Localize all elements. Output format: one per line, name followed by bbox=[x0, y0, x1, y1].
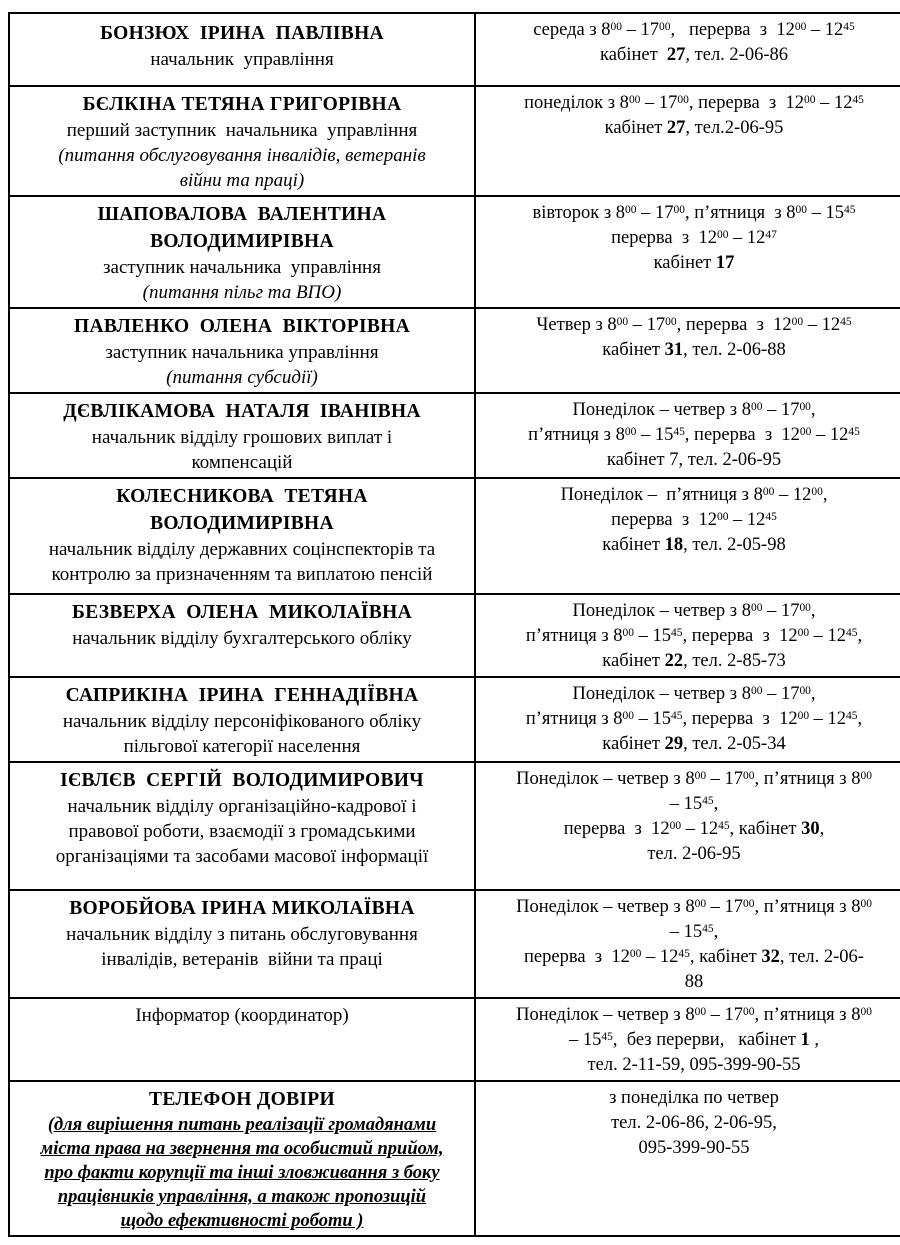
table-row bbox=[9, 13, 900, 86]
table-row bbox=[9, 594, 900, 677]
person-name-line: ТЕЛЕФОН ДОВІРИ bbox=[149, 1089, 335, 1110]
person-title-line: начальник відділу з питань обслуговування bbox=[66, 924, 418, 945]
schedule-cell bbox=[475, 594, 900, 677]
schedule-line: кабінет 18, тел. 2-05-98 bbox=[602, 535, 786, 555]
person-cell bbox=[9, 998, 475, 1081]
table-row bbox=[9, 890, 900, 998]
schedule-table-body bbox=[9, 13, 900, 1236]
person-name-line: ІЄВЛЄВ СЕРГІЙ ВОЛОДИМИРОВИЧ bbox=[60, 770, 424, 791]
schedule-line: вівторок з $8^{00} - 17^{00}$, п’ятниця з $8^{00} - 15^{45}$ bbox=[532, 203, 856, 223]
table-row bbox=[9, 1081, 900, 1236]
person-title-line: заступник начальника управління bbox=[105, 342, 379, 363]
table-row bbox=[9, 762, 900, 890]
schedule-line: кабінет 27, тел. 2-06-86 bbox=[599, 45, 789, 65]
schedule-line: Понеділок – четвер з $8^{00} - 17^{00}$, п’ятниця з $8^{00}$ bbox=[516, 769, 872, 789]
schedule-line: – $15^{45}$, bbox=[669, 922, 719, 942]
hotline-note-line: міста права на звернення та особистий прийом, bbox=[40, 1139, 444, 1159]
person-note-line: (питання пільг та ВПО) bbox=[142, 282, 342, 303]
schedule-line: Понеділок – четвер з $8^{00} - 17^{00}$, п’ятниця з $8^{00}$ bbox=[516, 897, 872, 917]
table-row bbox=[9, 677, 900, 762]
person-title-line: інвалідів, ветеранів війни та праці bbox=[101, 949, 383, 970]
person-title-line: начальник відділу персоніфікованого обліку bbox=[62, 711, 422, 732]
schedule-line: Понеділок – четвер з $8^{00} - 17^{00}$, bbox=[572, 601, 816, 621]
schedule-line: п’ятниця з $8^{00} - 15^{45}$, перерва з $12^{00} - 12^{45}$ bbox=[528, 425, 860, 445]
person-note-line: (питання субсидії) bbox=[166, 367, 318, 388]
schedule-line: Понеділок – четвер з $8^{00} - 17^{00}$, bbox=[572, 400, 816, 420]
hotline-note-line: щодо ефективності роботи ) bbox=[120, 1211, 364, 1231]
person-title-line: пільгової категорії населення bbox=[123, 736, 361, 757]
schedule-cell bbox=[475, 13, 900, 86]
schedule-cell bbox=[475, 86, 900, 196]
person-name-line: БЕЗВЕРХА ОЛЕНА МИКОЛАЇВНА bbox=[72, 602, 412, 623]
person-name-line: ВОЛОДИМИРІВНА bbox=[150, 513, 334, 534]
person-cell bbox=[9, 1081, 475, 1236]
schedule-line: середа з $8^{00} - 17^{00}$, перерва з $12^{00} - 12^{45}$ bbox=[533, 20, 855, 40]
schedule-line: перерва з $12^{00} - 12^{45}$, кабінет 32, тел. 2-06- bbox=[524, 947, 864, 967]
schedule-line: кабінет 7, тел. 2-06-95 bbox=[606, 450, 782, 470]
schedule-line: понеділок з $8^{00} - 17^{00}$, перерва з $12^{00} - 12^{45}$ bbox=[524, 93, 864, 113]
table-row bbox=[9, 308, 900, 393]
schedule-line: Понеділок – п’ятниця з $8^{00} - 12^{00}$, bbox=[560, 485, 828, 505]
person-title-line: начальник управління bbox=[150, 48, 334, 70]
schedule-line: п’ятниця з $8^{00} - 15^{45}$, перерва з $12^{00} - 12^{45}$, bbox=[525, 709, 863, 729]
hotline-note-line: (для вирішення питань реалізації громадянами bbox=[47, 1115, 437, 1135]
reception-schedule-table bbox=[8, 12, 900, 1237]
person-name-line: ДЄВЛІКАМОВА НАТАЛЯ ІВАНІВНА bbox=[63, 401, 421, 422]
person-title-line: Інформатор (координатор) bbox=[135, 1005, 349, 1026]
person-cell bbox=[9, 86, 475, 196]
schedule-line: перерва з $12^{00} - 12^{47}$ bbox=[611, 228, 777, 248]
person-title-line: начальник відділу державних соцінспекторів та bbox=[48, 539, 436, 560]
schedule-cell bbox=[475, 762, 900, 890]
table-row bbox=[9, 478, 900, 594]
person-title-line: перший заступник начальника управління bbox=[66, 120, 418, 141]
schedule-line: – $15^{45}$, без перерви, кабінет 1 , bbox=[568, 1030, 819, 1050]
schedule-cell bbox=[475, 677, 900, 762]
person-name-line: ПАВЛЕНКО ОЛЕНА ВІКТОРІВНА bbox=[73, 316, 411, 337]
schedule-line: тел. 2-06-86, 2-06-95, bbox=[611, 1113, 777, 1133]
schedule-line: кабінет 29, тел. 2-05-34 bbox=[602, 734, 786, 754]
person-note-line: війни та праці) bbox=[179, 170, 305, 191]
person-name-line: ВОРОБЙОВА ІРИНА МИКОЛАЇВНА bbox=[69, 898, 415, 919]
person-title-line: компенсацій bbox=[191, 452, 293, 473]
person-title-line: організаціями та засобами масової інформації bbox=[55, 846, 429, 867]
schedule-line: Понеділок – четвер з $8^{00} - 17^{00}$, bbox=[572, 684, 816, 704]
person-title-line: начальник відділу організаційно-кадрової і bbox=[67, 796, 417, 817]
person-cell bbox=[9, 677, 475, 762]
schedule-line: Четвер з $8^{00} - 17^{00}$, перерва з $12^{00} - 12^{45}$ bbox=[536, 315, 852, 335]
schedule-cell bbox=[475, 998, 900, 1081]
person-title-line: начальник відділу грошових виплат і bbox=[91, 427, 393, 448]
schedule-line: перерва з $12^{00} - 12^{45}$, кабінет 30, bbox=[563, 819, 825, 839]
person-name-line: БОНЗЮХ ІРИНА ПАВЛІВНА bbox=[100, 22, 384, 44]
schedule-line: п’ятниця з $8^{00} - 15^{45}$, перерва з $12^{00} - 12^{45}$, bbox=[525, 626, 863, 646]
person-cell bbox=[9, 308, 475, 393]
table-row bbox=[9, 86, 900, 196]
schedule-line: кабінет 27, тел.2-06-95 bbox=[604, 118, 784, 138]
person-title-line: заступник начальника управління bbox=[103, 257, 381, 278]
schedule-line: кабінет 17 bbox=[653, 253, 735, 273]
hotline-note-line: працівників управління, а також пропозицій bbox=[57, 1187, 427, 1207]
schedule-line: Понеділок – четвер з $8^{00} - 17^{00}$, п’ятниця з $8^{00}$ bbox=[516, 1005, 872, 1025]
table-row bbox=[9, 196, 900, 308]
schedule-line: – $15^{45}$, bbox=[669, 794, 719, 814]
person-cell bbox=[9, 762, 475, 890]
schedule-cell bbox=[475, 196, 900, 308]
person-cell bbox=[9, 478, 475, 594]
person-cell bbox=[9, 13, 475, 86]
person-title-line: контролю за призначенням та виплатою пенсій bbox=[51, 564, 433, 585]
schedule-cell bbox=[475, 393, 900, 478]
person-name-line: ВОЛОДИМИРІВНА bbox=[150, 231, 334, 252]
schedule-cell bbox=[475, 478, 900, 594]
schedule-line: тел. 2-06-95 bbox=[647, 844, 741, 864]
hotline-note-line: про факти корупції та інші зловживання з боку bbox=[44, 1163, 440, 1183]
person-title-line: начальник відділу бухгалтерського обліку bbox=[72, 628, 412, 649]
table-row bbox=[9, 393, 900, 478]
schedule-line: кабінет 22, тел. 2-85-73 bbox=[602, 651, 786, 671]
person-name-line: ШАПОВАЛОВА ВАЛЕНТИНА bbox=[97, 204, 387, 225]
person-cell bbox=[9, 393, 475, 478]
schedule-cell bbox=[475, 890, 900, 998]
person-note-line: (питання обслуговування інвалідів, ветеранів bbox=[58, 145, 426, 166]
schedule-line: 095-399-90-55 bbox=[638, 1138, 750, 1158]
person-cell bbox=[9, 196, 475, 308]
person-cell bbox=[9, 890, 475, 998]
schedule-cell bbox=[475, 1081, 900, 1236]
schedule-line: перерва з $12^{00} - 12^{45}$ bbox=[611, 510, 777, 530]
person-name-line: БЄЛКІНА ТЕТЯНА ГРИГОРІВНА bbox=[82, 94, 402, 115]
person-cell bbox=[9, 594, 475, 677]
person-title-line: правової роботи, взаємодії з громадськими bbox=[68, 821, 416, 842]
schedule-cell bbox=[475, 308, 900, 393]
person-name-line: САПРИКІНА ІРИНА ГЕННАДІЇВНА bbox=[65, 685, 419, 706]
schedule-line: з понеділка по четвер bbox=[609, 1088, 779, 1108]
person-name-line: КОЛЕСНИКОВА ТЕТЯНА bbox=[116, 486, 368, 507]
table-row bbox=[9, 998, 900, 1081]
schedule-line: тел. 2-11-59, 095-399-90-55 bbox=[587, 1055, 801, 1075]
schedule-line: кабінет 31, тел. 2-06-88 bbox=[602, 340, 786, 360]
schedule-line: 88 bbox=[684, 972, 704, 992]
